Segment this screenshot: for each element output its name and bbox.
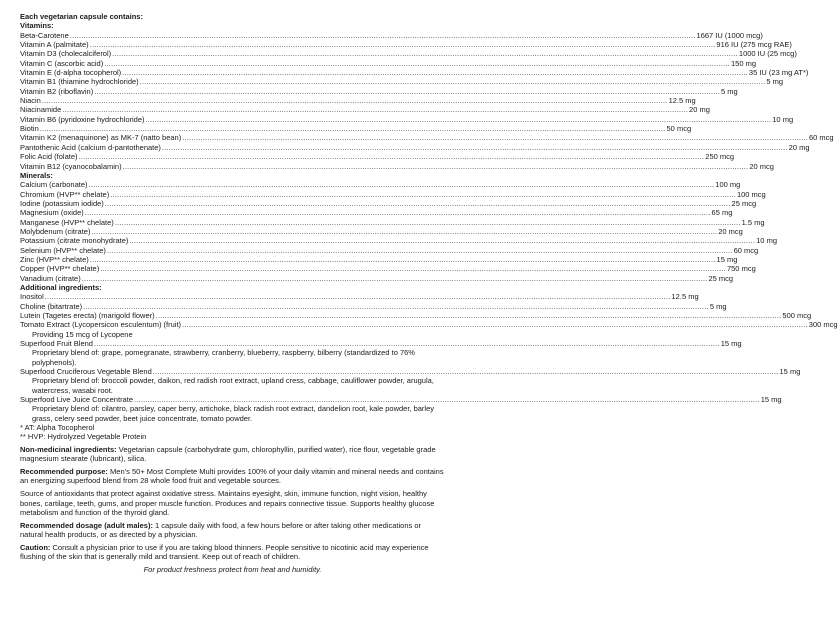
footnote-at: * AT: Alpha Tocopherol: [20, 423, 95, 433]
ingredient-row: [20, 77, 784, 87]
ingredient-row: [20, 30, 763, 40]
leader-dots: [156, 311, 782, 320]
juice-name: Superfood Live Juice Concentrate: [20, 395, 133, 405]
ingredient-row: [20, 142, 810, 152]
ingredient-name: Zinc (HVP** chelate): [20, 254, 89, 264]
leader-dots: [105, 199, 731, 208]
storage-footer: For product freshness protect from heat and humidity.: [143, 565, 322, 575]
dosage-label: Recommended dosage (adult males):: [20, 520, 153, 530]
leader-dots: [79, 152, 705, 161]
non-medicinal-paragraph: [20, 445, 445, 464]
ingredient-value: 15 mg: [716, 254, 738, 264]
leader-dots: [140, 77, 766, 86]
ingredient-name: Pantothenic Acid (calcium d-pantothenate): [20, 142, 161, 152]
lycopene-note: Providing 15 mcg of Lycopene: [32, 329, 133, 339]
ingredient-row: [20, 49, 797, 59]
non-medicinal-label: Non-medicinal ingredients:: [20, 444, 117, 454]
ingredient-value: 35 IU (23 mg AT*): [748, 68, 809, 78]
ingredient-name: Vitamin C (ascorbic acid): [20, 58, 104, 68]
leader-dots: [90, 255, 716, 264]
veg-blend-value: 15 mg: [779, 367, 801, 377]
ingredient-value: 500 mcg: [782, 311, 812, 320]
leader-dots: [107, 246, 733, 255]
juice-desc: Proprietary blend of: cilantro, parsley, caper berry, artichoke, black radish root extract, dandelion root, kale powder, barley grass, celery seed powder, beet juice concentrate, tomato powder.: [32, 404, 435, 423]
minerals-title: Minerals:: [20, 170, 53, 180]
supplement-label: [20, 12, 838, 575]
ingredient-value: 750 mcg: [726, 264, 756, 274]
ingredient-name: Vitamin K2 (menaquinone) as MK-7 (natto bean): [20, 133, 182, 143]
ingredient-name: Biotin: [20, 124, 39, 134]
dosage-text: 1 capsule daily with food, a few hours before or after taking other medications or natural health products, or as directed by a physician.: [20, 520, 422, 540]
ingredient-row: [20, 114, 794, 124]
leader-dots: [153, 367, 779, 376]
ingredient-row: [20, 301, 727, 311]
ingredient-value: 1667 IU (1000 mcg): [696, 30, 763, 40]
ingredient-name: Inositol: [20, 292, 44, 302]
ingredient-row: [20, 189, 766, 199]
ingredient-name: Niacin: [20, 96, 41, 106]
leader-dots: [89, 180, 715, 189]
ingredient-row: [20, 292, 699, 302]
ingredient-name: Iodine (potassium iodide): [20, 198, 104, 208]
minerals-list: [20, 180, 777, 283]
ingredient-row: [20, 217, 765, 227]
ingredient-name: Selenium (HVP** chelate): [20, 245, 106, 255]
ingredient-name: Lutein (Tagetes erecta) (marigold flower): [20, 311, 155, 320]
ingredient-name: Molybdenum (citrate): [20, 226, 91, 236]
leader-dots: [62, 105, 688, 114]
ingredient-value: 25 mcg: [708, 273, 734, 283]
ingredient-name: Beta-Carotene: [20, 30, 69, 40]
leader-dots: [45, 292, 671, 301]
ingredient-value: 60 mcg: [733, 245, 759, 255]
caution-paragraph: [20, 543, 445, 562]
leader-dots: [112, 49, 738, 58]
ingredient-name: Chromium (HVP** chelate): [20, 189, 110, 199]
ingredient-name: Calcium (carbonate): [20, 180, 88, 190]
caution-text: Consult a physician prior to use if you are taking blood thinners. People sensitive to nicotinic acid may experience flushing of the skin that is generally mild and transient. Keep out of reach of children.: [20, 542, 429, 562]
veg-blend-row: [20, 367, 801, 377]
leader-dots: [94, 339, 720, 348]
ingredient-value: 300 mcg: [808, 320, 838, 330]
leader-dots: [110, 190, 736, 199]
vitamins-title: Vitamins:: [20, 21, 54, 31]
ingredient-value: 916 IU (275 mcg RAE): [716, 40, 792, 50]
ingredient-name: Vitamin A (palmitate): [20, 40, 89, 50]
ingredient-name: Vitamin E (d-alpha tocopherol): [20, 68, 122, 78]
dosage-paragraph: [20, 521, 445, 540]
ingredient-name: Vanadium (citrate): [20, 273, 81, 283]
ingredient-row: [20, 273, 734, 283]
leader-dots: [129, 236, 755, 245]
leader-dots: [40, 124, 666, 133]
ingredient-name: Niacinamide: [20, 105, 62, 115]
fruit-blend-value: 15 mg: [720, 339, 742, 349]
purpose-paragraph: [20, 467, 445, 486]
ingredient-row: [20, 311, 812, 320]
leader-dots: [83, 302, 709, 311]
ingredient-row: [20, 254, 738, 264]
ingredient-name: Vitamin B12 (cyanocobalamin): [20, 161, 122, 171]
ingredient-value: 5 mg: [709, 301, 727, 311]
ingredient-value: 20 mg: [689, 105, 710, 115]
ingredient-value: 20 mg: [788, 142, 810, 152]
fruit-blend-desc: Proprietary blend of: grape, pomegranate, strawberry, cranberry, blueberry, raspberry, bilberry (standardized to 76% polyphenols).: [32, 348, 415, 367]
leader-dots: [134, 395, 760, 404]
ingredient-value: 150 mg: [730, 58, 757, 68]
ingredient-name: Magnesium (oxide): [20, 208, 84, 218]
ingredient-value: 10 mg: [772, 114, 794, 124]
veg-blend-desc: Proprietary blend of: broccoli powder, daikon, red radish root extract, upland cress, cabbage, cauliflower powder, arugula, watercress, wasabi root.: [32, 376, 434, 395]
ingredient-row: [20, 133, 834, 143]
leader-dots: [90, 40, 716, 49]
ingredient-name: Vitamin B2 (riboflavin): [20, 86, 94, 96]
fruit-blend-name: Superfood Fruit Blend: [20, 339, 93, 349]
ingredient-name: Vitamin B6 (pyridoxine hydrochloride): [20, 114, 145, 124]
purpose-text: Men’s 50+ Most Complete Multi provides 100% of your daily vitamin and mineral needs and contains an energizing superfood blend from 28 whole food fruit and vegetable sources.: [20, 466, 444, 486]
ingredient-row: [20, 180, 741, 190]
vitamins-list: [20, 30, 834, 171]
ingredient-value: 100 mcg: [736, 189, 766, 199]
ingredient-value: 12.5 mg: [668, 96, 696, 106]
fruit-blend-row: [20, 339, 742, 349]
ingredient-row: [20, 208, 733, 218]
veg-blend-name: Superfood Cruciferous Vegetable Blend: [20, 367, 152, 377]
ingredient-row: [20, 226, 743, 236]
ingredient-value: 20 mcg: [749, 161, 774, 171]
non-medicinal-text: Vegetarian capsule (carbohydrate gum, chlorophyllin, purified water), rice flour, vegetable grade magnesium stearate (lubricant), silica.: [20, 444, 436, 464]
ingredient-name: Copper (HVP** chelate): [20, 264, 100, 274]
ingredient-value: 12.5 mg: [671, 292, 699, 302]
leader-dots: [115, 218, 741, 227]
juice-row: [20, 395, 782, 405]
leader-dots: [100, 264, 726, 273]
leader-dots: [91, 227, 717, 236]
ingredient-name: Choline (bitartrate): [20, 301, 83, 311]
leader-dots: [104, 59, 730, 68]
ingredient-value: 100 mg: [715, 180, 741, 190]
caution-label: Caution:: [20, 542, 51, 552]
ingredient-value: 25 mcg: [731, 198, 757, 208]
leader-dots: [122, 68, 748, 77]
leader-dots: [82, 274, 708, 283]
ingredient-value: 1.5 mg: [741, 217, 765, 227]
ingredient-name: Vitamin B1 (thiamine hydrochloride): [20, 77, 139, 87]
ingredient-value: 60 mcg: [808, 133, 834, 143]
ingredient-name: Potassium (citrate monohydrate): [20, 236, 129, 246]
ingredient-name: Folic Acid (folate): [20, 152, 78, 162]
ingredient-value: 250 mcg: [705, 152, 735, 162]
ingredient-value: 5 mg: [766, 77, 784, 87]
ingredient-row: [20, 58, 757, 68]
additional-title: Additional ingredients:: [20, 282, 102, 292]
ingredient-value: 20 mcg: [718, 226, 743, 236]
ingredient-row: [20, 236, 777, 246]
ingredient-value: 65 mg: [711, 208, 733, 218]
purpose-label: Recommended purpose:: [20, 466, 108, 476]
ingredient-row: [20, 40, 792, 50]
leader-dots: [70, 31, 696, 40]
juice-value: 15 mg: [760, 395, 782, 405]
leader-dots: [42, 96, 668, 105]
leader-dots: [182, 320, 808, 329]
footnote-hvp: ** HVP: Hydrolyzed Vegetable Protein: [20, 432, 147, 442]
ingredient-row: [20, 124, 692, 134]
ingredient-value: 10 mg: [756, 236, 777, 246]
antioxidants-paragraph: Source of antioxidants that protect against oxidative stress. Maintains eyesight, skin, immune function, night vision, healthy bones, cartilage, teeth, gums, and proper muscle function. Produces and repairs connective tissue. Supports healthy glucose metabolism and function of the thyroid gland.: [20, 488, 435, 518]
leader-dots: [182, 133, 808, 142]
leader-dots: [85, 208, 711, 217]
ingredient-row: [20, 68, 809, 78]
ingredient-row: [20, 86, 738, 96]
ingredient-value: 5 mg: [720, 86, 738, 96]
leader-dots: [146, 115, 772, 124]
leader-dots: [123, 162, 749, 171]
label-heading: Each vegetarian capsule contains:: [20, 12, 143, 21]
ingredient-name: Vitamin D3 (cholecalciferol): [20, 49, 112, 59]
ingredient-row: [20, 320, 838, 330]
ingredient-row: [20, 105, 710, 115]
ingredient-row: [20, 264, 756, 274]
ingredient-row: [20, 245, 759, 255]
ingredient-value: 50 mcg: [666, 124, 692, 134]
ingredient-row: [20, 152, 735, 162]
ingredient-name: Manganese (HVP** chelate): [20, 217, 114, 227]
leader-dots: [94, 87, 720, 96]
ingredient-row: [20, 161, 774, 171]
additional-list: [20, 292, 838, 330]
leader-dots: [162, 143, 788, 152]
ingredient-row: [20, 198, 757, 208]
ingredient-value: 1000 IU (25 mcg): [738, 49, 797, 59]
ingredient-row: [20, 96, 696, 106]
ingredient-name: Tomato Extract (Lycopersicon esculentum) (fruit): [20, 320, 182, 330]
